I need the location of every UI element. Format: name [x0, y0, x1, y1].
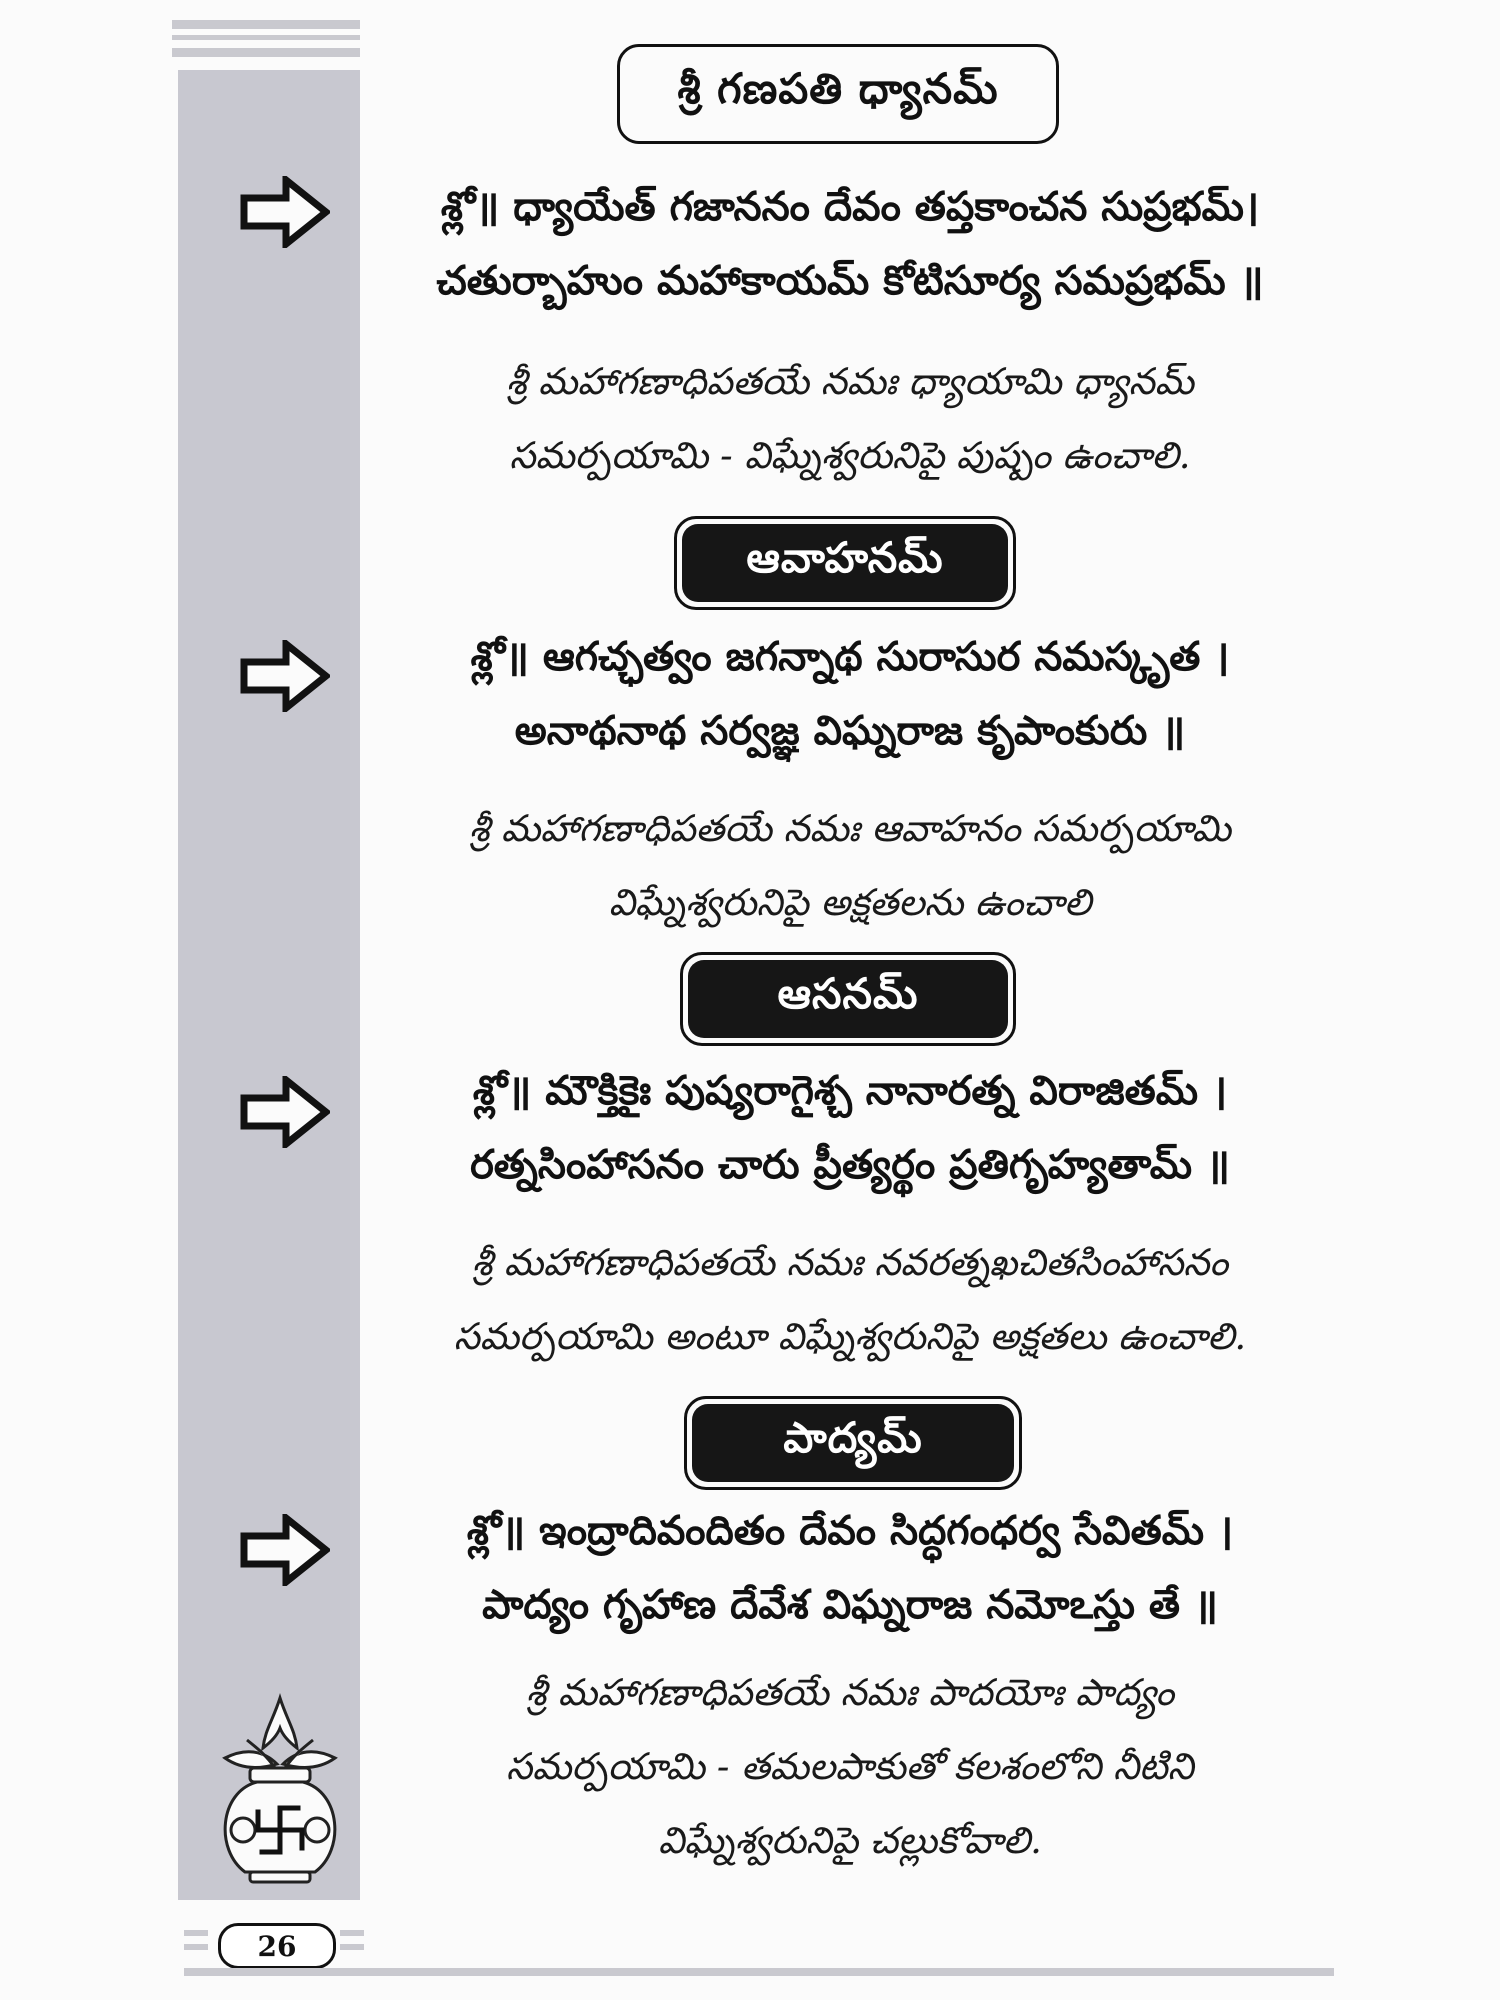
verse-block: [370, 170, 1330, 318]
arrow-right-icon: [240, 176, 330, 248]
footer-rule: [184, 1930, 208, 1936]
side-band: [178, 70, 360, 1900]
footer-rule: [340, 1944, 364, 1950]
verse-block: [370, 1494, 1330, 1642]
instruction-line: శ్రీ మహాగణాధిపతయే నమః ఆవాహనం సమర్పయామి: [468, 807, 1232, 850]
instruction-line: శ్రీ మహాగణాధిపతయే నమః పాదయోః పాద్యం: [525, 1671, 1175, 1714]
section-title-text: శ్రీ గణపతి ధ్యానమ్: [625, 52, 1051, 136]
verse-line: రత్నసింహాసనం చారు ప్రీత్యర్థం ప్రతిగృహ్యతామ్ ॥: [470, 1142, 1230, 1188]
verse-line: చతుర్బాహుం మహాకాయమ్ కోటిసూర్య సమప్రభమ్ ॥: [436, 258, 1264, 304]
arrow-right-icon: [240, 1076, 330, 1148]
verse-block: [370, 1054, 1330, 1202]
footer-rule: [184, 1944, 208, 1950]
verse-block: [370, 620, 1330, 768]
instruction-block: [370, 792, 1330, 940]
instruction-block: [370, 1226, 1330, 1374]
verse-line: శ్లో॥ మౌక్తికైః పుష్యరాగైశ్చ నానారత్న విరాజితమ్ ।: [472, 1068, 1228, 1114]
section-title-asanam: [680, 952, 1016, 1046]
top-rule: [172, 35, 360, 40]
instruction-line: విఘ్నేశ్వరునిపై అక్షతలను ఉంచాలి: [608, 881, 1092, 924]
section-title-text: ఆవాహనమ్: [682, 524, 1008, 602]
section-title-avahanam: [674, 516, 1016, 610]
instruction-line: సమర్పయామి అంటూ విఘ్నేశ్వరునిపై అక్షతలు ఉంచాలి.: [453, 1315, 1247, 1358]
instruction-line: విఘ్నేశ్వరునిపై చల్లుకోవాలి.: [658, 1819, 1042, 1862]
section-title-text: పాద్యమ్: [692, 1404, 1014, 1482]
kalash-swastika-icon: [205, 1690, 355, 1890]
instruction-line: శ్రీ మహాగణాధిపతయే నమః ధ్యాయామి ధ్యానమ్: [506, 360, 1194, 403]
instruction-line: శ్రీ మహాగణాధిపతయే నమః నవరత్నఖచితసింహాసనం: [471, 1241, 1229, 1284]
arrow-right-icon: [240, 640, 330, 712]
bottom-rule: [184, 1968, 1334, 1976]
section-title-padyam: [684, 1396, 1022, 1490]
top-rule: [172, 48, 360, 57]
section-title-ganapati-dhyanam: [617, 44, 1059, 144]
instruction-line: సమర్పయామి - తమలపాకుతో కలశంలోని నీటిని: [506, 1745, 1194, 1788]
page-number: 26: [218, 1923, 336, 1969]
top-rule: [172, 20, 360, 29]
instruction-block: [370, 1656, 1330, 1878]
verse-line: శ్లో॥ ఇంద్రాదివందితం దేవం సిద్ధగంధర్వ సేవితమ్ ।: [466, 1508, 1234, 1554]
section-title-text: ఆసనమ్: [688, 960, 1008, 1038]
footer-rule: [340, 1930, 364, 1936]
verse-line: శ్లో॥ ధ్యాయేత్ గజాననం దేవం తప్తకాంచన సుప్రభమ్।: [440, 184, 1260, 230]
verse-line: శ్లో॥ ఆగచ్ఛత్వం జగన్నాథ సురాసుర నమస్కృత ।: [470, 634, 1230, 680]
arrow-right-icon: [240, 1514, 330, 1586]
verse-line: అనాథనాథ సర్వజ్ఞ విఘ్నరాజ కృపాంకురు ॥: [514, 708, 1186, 754]
verse-line: పాద్యం గృహాణ దేవేశ విఘ్నరాజ నమోఽస్తు తే ॥: [482, 1582, 1218, 1628]
instruction-line: సమర్పయామి - విఘ్నేశ్వరునిపై పుష్పం ఉంచాలి.: [509, 434, 1191, 477]
instruction-block: [370, 345, 1330, 493]
